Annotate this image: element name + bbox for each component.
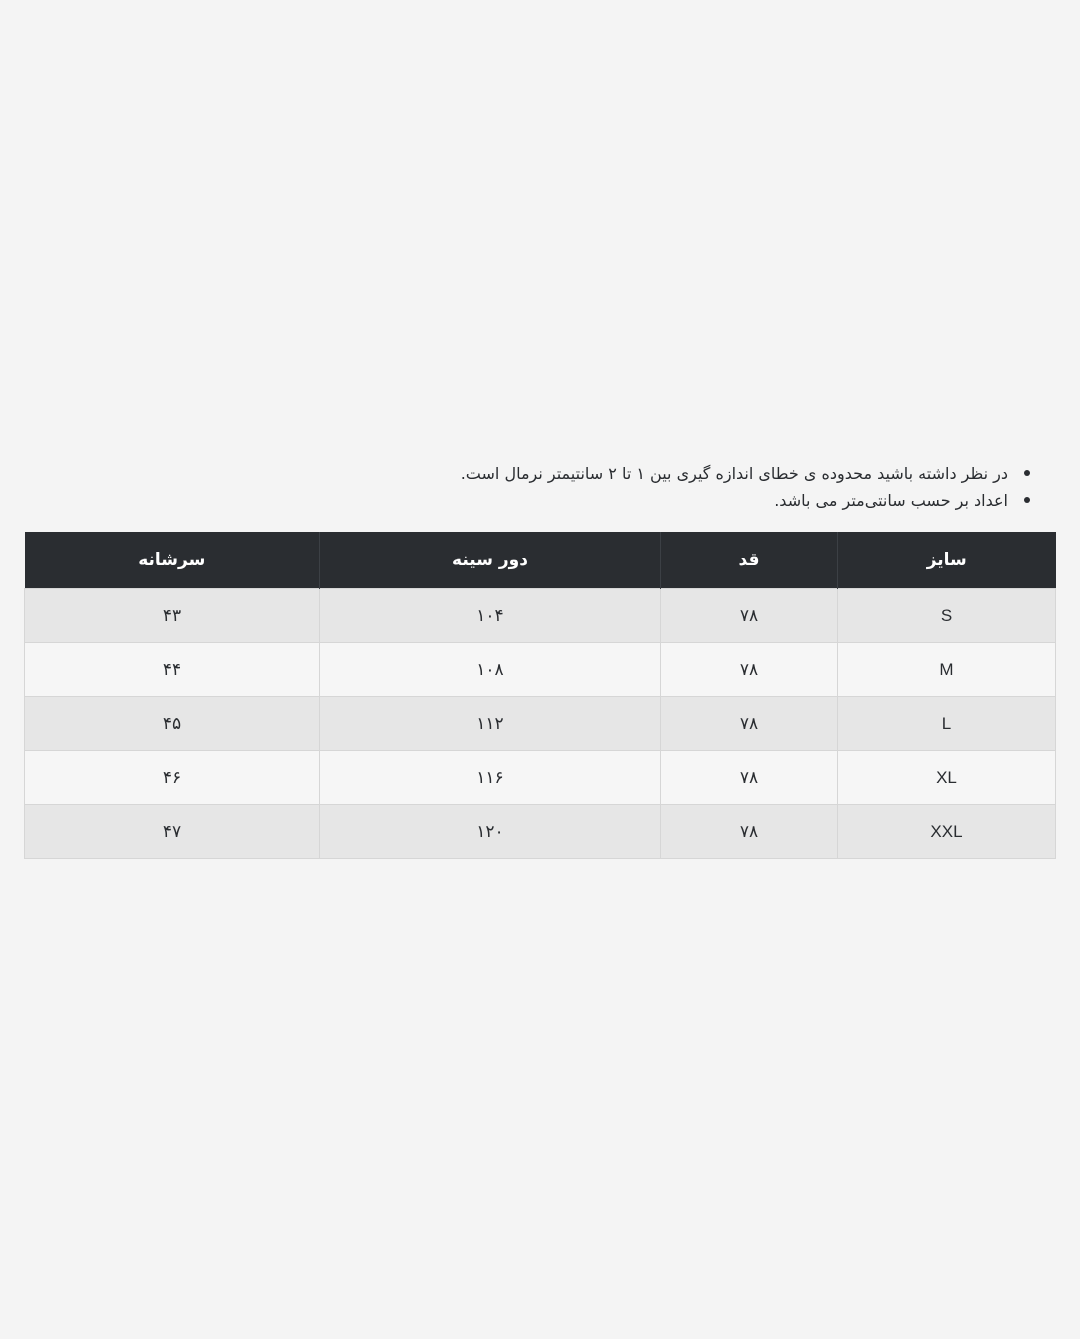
- cell-shoulder: ۴۳: [25, 589, 320, 643]
- cell-length: ۷۸: [661, 805, 838, 859]
- cell-chest: ۱۱۶: [320, 751, 661, 805]
- cell-chest: ۱۰۸: [320, 643, 661, 697]
- cell-shoulder: ۴۴: [25, 643, 320, 697]
- cell-chest: ۱۱۲: [320, 697, 661, 751]
- header-chest: دور سینه: [320, 532, 661, 589]
- table-row: [25, 805, 1056, 859]
- cell-length: ۷۸: [661, 589, 838, 643]
- size-chart-table: [24, 532, 1056, 859]
- table-row: [25, 589, 1056, 643]
- cell-size: XXL: [838, 805, 1056, 859]
- table-row: [25, 751, 1056, 805]
- cell-shoulder: ۴۵: [25, 697, 320, 751]
- cell-length: ۷۸: [661, 643, 838, 697]
- cell-size: XL: [838, 751, 1056, 805]
- cell-length: ۷۸: [661, 751, 838, 805]
- note-item: در نظر داشته باشید محدوده ی خطای اندازه گیری بین ۱ تا ۲ سانتیمتر نرمال است.: [330, 460, 1030, 487]
- header-size: سایز: [838, 532, 1056, 589]
- table-row: [25, 697, 1056, 751]
- cell-size: S: [838, 589, 1056, 643]
- header-shoulder: سرشانه: [25, 532, 320, 589]
- header-length: قد: [661, 532, 838, 589]
- cell-chest: ۱۲۰: [320, 805, 661, 859]
- cell-shoulder: ۴۶: [25, 751, 320, 805]
- table-header-row: [25, 532, 1056, 589]
- cell-size: L: [838, 697, 1056, 751]
- cell-chest: ۱۰۴: [320, 589, 661, 643]
- cell-size: M: [838, 643, 1056, 697]
- cell-shoulder: ۴۷: [25, 805, 320, 859]
- notes-list: [330, 460, 1030, 514]
- note-item: اعداد بر حسب سانتی‌متر می باشد.: [330, 487, 1030, 514]
- table-row: [25, 643, 1056, 697]
- cell-length: ۷۸: [661, 697, 838, 751]
